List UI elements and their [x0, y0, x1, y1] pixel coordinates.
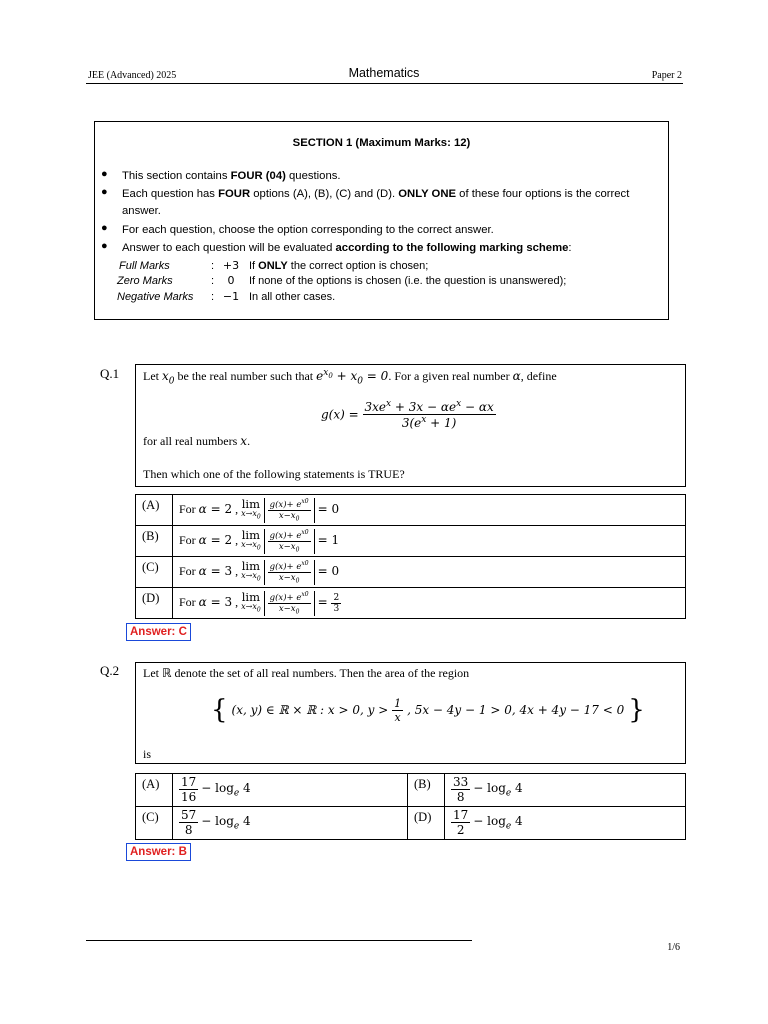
page-number: 1/6	[667, 942, 680, 953]
q1-line-4: Then which one of the following statements is TRUE?	[143, 467, 405, 481]
q2-line-3: is	[143, 747, 152, 761]
question-1-stem	[135, 364, 686, 487]
q2-region-set: { (x, y) ∈ ℝ × ℝ : x > 0, y > $\frac{1}{x}$ , 5x − 4y − 1 > 0, 4x + 4y − 17 < 0 }	[211, 695, 645, 725]
option-label: (D)	[136, 588, 173, 619]
q1-options-table	[135, 494, 686, 619]
option-label: (B)	[136, 526, 173, 557]
section-instructions-box: SECTION 1 (Maximum Marks: 12) ● This section contains FOUR (04) questions. ● Each question has FOUR options (A), (B), (C) and (D). ONLY ONE of these four options is the correct answer. ● For each question, choose the option corresponding to the correct answer. ● Answer to each question will be evaluated according to the following marking scheme: Full Marks : +3 If ONLY the correct option is chosen; Zero Marks : 0 If none of the options is chosen (i.e. the question is unanswered); Negative Marks : −1 In all other cases.	[94, 121, 669, 320]
option-label: (A)	[136, 774, 173, 807]
question-2-stem	[135, 662, 686, 764]
option-label: (C)	[136, 557, 173, 588]
q1-option-c[interactable]: (C) For α = 3 , lim $x\to x_0$ $\frac{g(x)+ e^{x0}}{x-x_0}$ = 0	[136, 557, 686, 588]
q1-answer-badge: Answer: C	[126, 623, 191, 641]
q2-line-1: Let ℝ denote the set of all real numbers. Then the area of the region	[143, 666, 470, 680]
option-label: (A)	[136, 495, 173, 526]
q1-option-d[interactable]: (D) For α = 3 , lim $x\to x_0$ $\frac{g(x)+ e^{x0}}{x-x_0}$ = $\frac{2}{3}$	[136, 588, 686, 619]
header-subject: Mathematics	[348, 66, 420, 80]
option-label: (B)	[408, 774, 445, 807]
option-label: (C)	[136, 807, 173, 840]
q2-option-c[interactable]: $\frac{57}{8}$ − $\log_e 4$	[173, 807, 408, 840]
q1-line-3: for all real numbers x.	[143, 434, 251, 448]
header-rule	[86, 83, 683, 84]
q2-answer-badge: Answer: B	[126, 843, 191, 861]
header-paper: Paper 2	[651, 70, 682, 81]
q2-option-d[interactable]: $\frac{17}{2}$ − $\log_e 4$	[445, 807, 686, 840]
q1-option-b[interactable]: (B) For α = 2 , lim $x\to x_0$ $\frac{g(x)+ e^{x0}}{x-x_0}$ = 1	[136, 526, 686, 557]
q2-option-a[interactable]: $\frac{17}{16}$ − $\log_e 4$	[173, 774, 408, 807]
q1-line-1: Let $x_0$ be the real number such that $e^{x_0} + x_0 = 0$. For a given real number α, define	[143, 368, 557, 387]
option-label: (D)	[408, 807, 445, 840]
footer-rule	[86, 940, 472, 941]
header-exam-name: JEE (Advanced) 2025	[88, 70, 177, 81]
q2-options-table	[135, 773, 686, 840]
q1-option-a[interactable]: (A) For α = 2 , lim $x\to x_0$ $\frac{g(x)+ e^{x0}}{x-x_0}$ = 0	[136, 495, 686, 526]
question-number: Q.1	[100, 366, 120, 381]
section-title: SECTION 1 (Maximum Marks: 12)	[292, 137, 471, 149]
q1-function-definition: g(x) = $\frac{3xe^x + 3x - \alpha e^x - \alpha x}{3(e^x + 1)}$	[321, 399, 494, 430]
q2-option-b[interactable]: $\frac{33}{8}$ − $\log_e 4$	[445, 774, 686, 807]
question-number: Q.2	[100, 663, 120, 678]
